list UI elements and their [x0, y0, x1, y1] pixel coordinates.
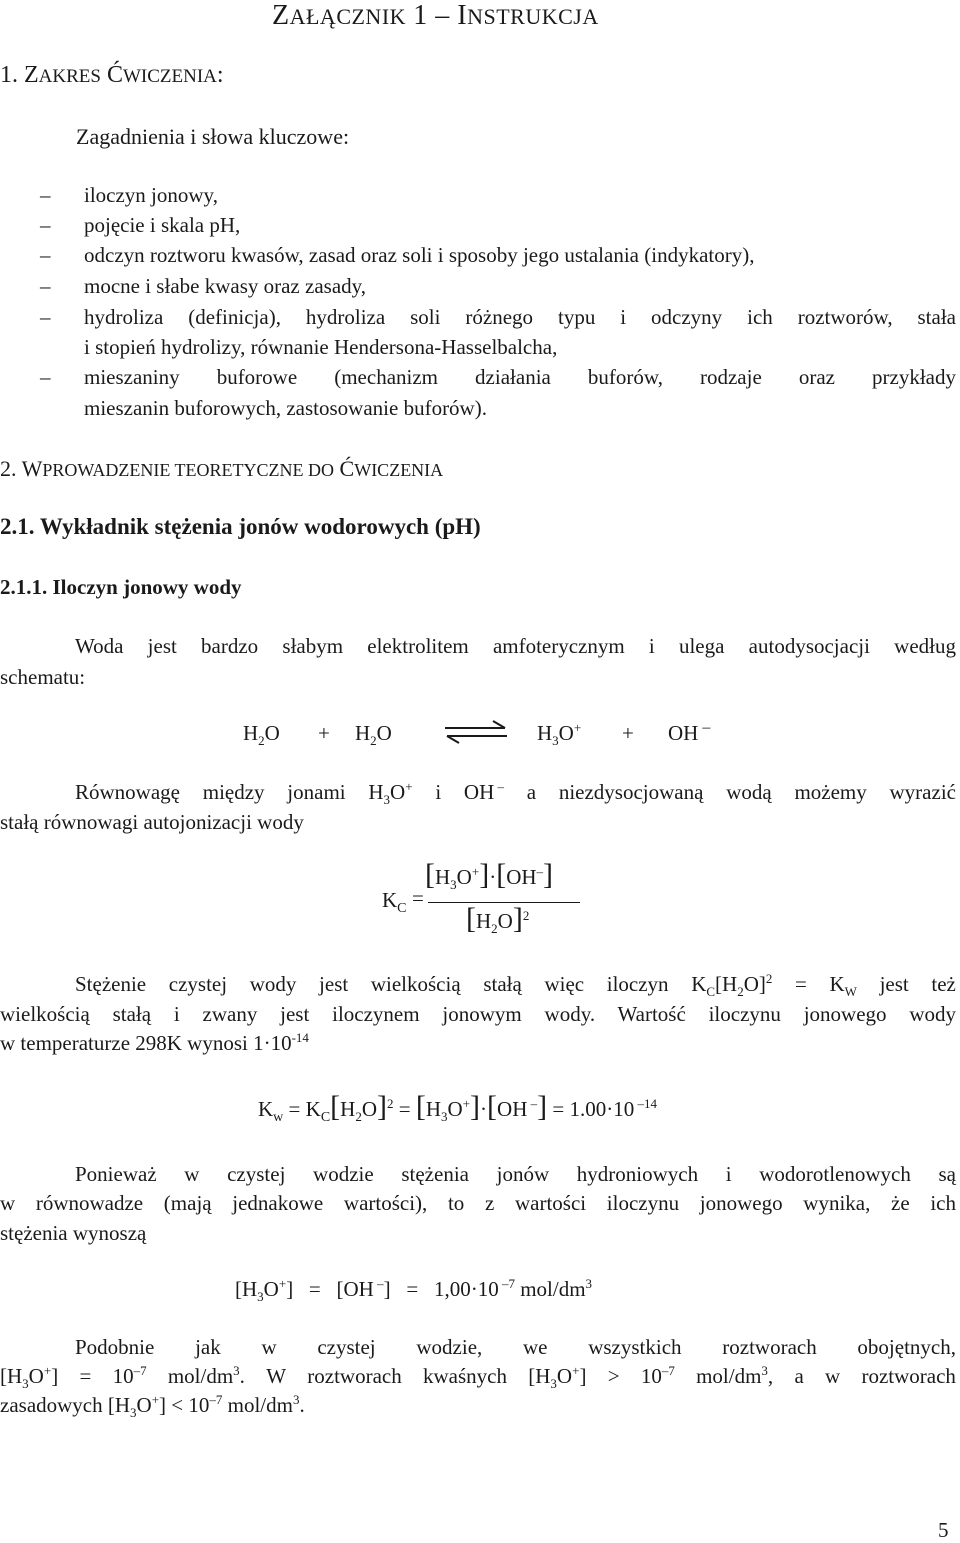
paragraph-line: $[H_3O^+]$ = $10^{-7}$ mol/$dm^3$. W roztworach kwaśnych $[H_3O^+]$ > $10^{-7}$ mol/$dm^3$, a w roztworach	[0, 1363, 956, 1392]
paragraph-line: wielkością stałą i zwany jest iloczynem jonowym wody. Wartość iloczynu jonowego wody	[0, 1002, 956, 1026]
equilibrium-arrow-icon	[443, 720, 509, 744]
list-item-continuation: mieszanin buforowych, zastosowanie buforów).	[84, 396, 487, 420]
paragraph-line: w temperaturze 298K wynosi $1\cdot 10^{-14}$	[0, 1030, 309, 1055]
keywords-heading: Zagadnienia i słowa kluczowe:	[76, 124, 350, 149]
paragraph-line: Ponieważ w czystej wodzie stężenia jonów hydroniowych i wodorotlenowych są	[75, 1162, 956, 1186]
list-item: – hydroliza (definicja), hydroliza soli różnego typu i odczyny ich roztworów, stała	[40, 305, 956, 329]
list-item: – pojęcie i skala pH,	[40, 213, 241, 237]
list-item: – iloczyn jonowy,	[40, 183, 218, 207]
paragraph-line: schematu:	[0, 665, 86, 689]
paragraph-line: Podobnie jak w czystej wodzie, we wszystkich roztworach obojętnych,	[75, 1335, 956, 1359]
equation-ion-product: $K_w = K_C[H_2O]^2 = [H_3O^+]\cdot[OH$ –] = 1.00·10 $^{-14}$	[258, 1090, 657, 1126]
list-item: – mieszaniny buforowe (mechanizm działania buforów, rodzaje oraz przykłady	[40, 365, 956, 389]
page-number: 5	[938, 1518, 949, 1542]
paragraph-line: stałą równowagi autojonizacji wody	[0, 810, 304, 834]
paragraph-line: w równowadze (mają jednakowe wartości), to z wartości iloczynu jonowego wynika, że ich	[0, 1191, 956, 1215]
list-item: – odczyn roztworu kwasów, zasad oraz soli i sposoby jego ustalania (indykatory),	[40, 243, 755, 267]
paragraph-line: Równowagę między jonami $H_3O^+$ i OH – a niezdysocjowaną wodą możemy wyrazić	[75, 779, 956, 808]
paragraph-line: stężenia wynoszą	[0, 1221, 147, 1245]
list-item-continuation: i stopień hydrolizy, równanie Hendersona-Hasselbalcha,	[84, 335, 558, 359]
section-2-heading: 2. WPROWADZENIE TEORETYCZNE DO ĆWICZENIA	[0, 456, 444, 481]
paragraph-line: Woda jest bardzo słabym elektrolitem amfoterycznym i ulega autodysocjacji według	[75, 634, 956, 658]
subsection-2-1-heading: 2.1. Wykładnik stężenia jonów wodorowych (pH)	[0, 514, 481, 539]
equation-neutral-concentration: $[H_3O^+] = [OH$ –] = 1,00·10 $^{-7}$ mol/$dm^3$	[235, 1276, 593, 1305]
page-title: ZAŁĄCZNIK 1 – INSTRUKCJA	[272, 0, 599, 31]
paragraph-line: Stężenie czystej wody jest wielkością stałą więc iloczyn $K_C[H_2O]^2$ = $K_W$ jest też	[75, 971, 956, 1000]
section-1-heading: 1. ZAKRES ĆWICZENIA:	[0, 62, 224, 88]
subsection-2-1-1-heading: 2.1.1. Iloczyn jonowy wody	[0, 575, 242, 599]
paragraph-line: zasadowych $[H_3O^+] < 10^{-7}$ mol/$dm^3$.	[0, 1392, 305, 1421]
list-item: – mocne i słabe kwasy oraz zasady,	[40, 274, 367, 298]
